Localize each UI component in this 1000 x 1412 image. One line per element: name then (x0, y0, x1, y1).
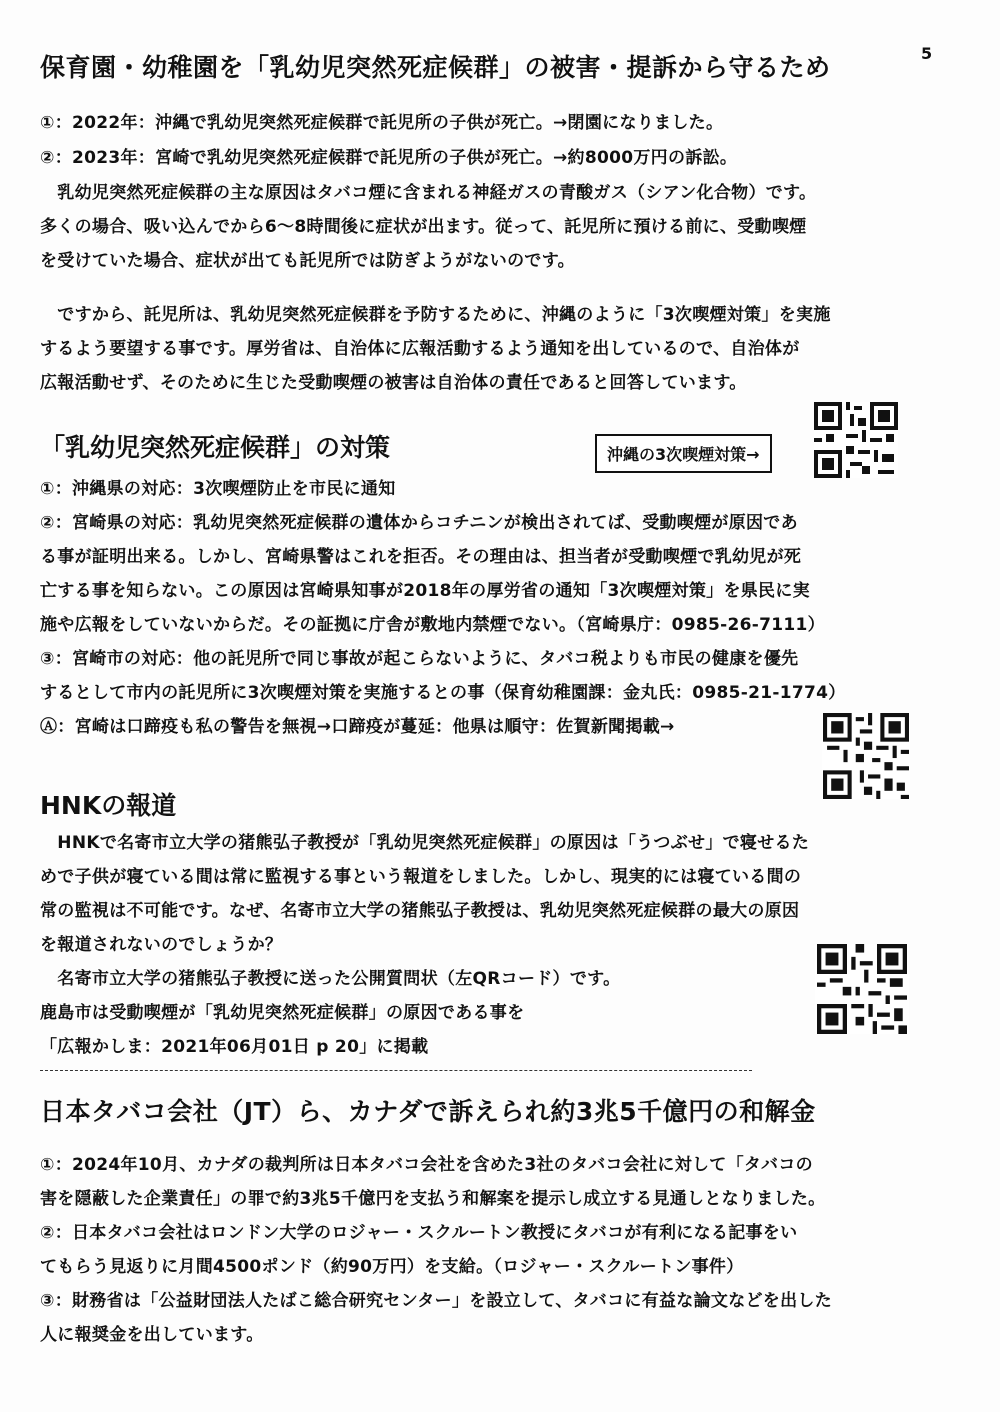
paragraph-line: ①：2022年：沖縄で乳幼児突然死症候群で託児所の子供が死亡。→閉園になりました。 (40, 113, 724, 133)
paragraph-line: 乳幼児突然死症候群の主な原因はタバコ煙に含まれる神経ガスの青酸ガス（シアン化合物）です。 (40, 183, 817, 203)
paragraph-line: ①：2024年10月、カナダの裁判所は日本タバコ会社を含めた3社のタバコ会社に対して「タバコの (40, 1155, 813, 1175)
section-title-hnk-report: HNKの報道 (40, 791, 177, 820)
paragraph-line: 常の監視は不可能です。なぜ、名寄市立大学の猪熊弘子教授は、乳幼児突然死症候群の最大の原因 (40, 901, 800, 921)
paragraph-line: を受けていた場合、症状が出ても託児所では防ぎようがないのです。 (40, 251, 575, 271)
measure-miyazaki-pref: ②：宮崎県の対応：乳幼児突然死症候群の遺体からコチニンが検出されてば、受動喫煙が原因であ (40, 513, 798, 533)
paragraph-line: 害を隠蔽した企業責任」の罪で約3兆5千億円を支払う和解案を提示し成立する見通しとなりました。 (40, 1189, 826, 1209)
paragraph-line: 亡する事を知らない。この原因は宮崎県知事が2018年の厚労省の通知「3次喫煙対策」を県民に実 (40, 581, 810, 601)
qr-code-open-letter-icon[interactable] (815, 944, 909, 1034)
okinawa-measures-link-box[interactable]: 沖縄の3次喫煙対策→ (595, 434, 772, 473)
section-title-jt-settlement: 日本タバコ会社（JT）ら、カナダで訴えられ約3兆5千億円の和解金 (40, 1097, 816, 1126)
measure-okinawa: ①：沖縄県の対応：3次喫煙防止を市民に通知 (40, 479, 396, 499)
paragraph-line: 施や広報をしていないからだ。その証拠に庁舎が敷地内禁煙でない。（宮崎県庁：0985-26-7111） (40, 615, 825, 635)
paragraph-line: HNKで名寄市立大学の猪熊弘子教授が「乳幼児突然死症候群」の原因は「うつぶせ」で寝せるた (40, 833, 810, 853)
paragraph-line: 人に報奨金を出しています。 (40, 1325, 264, 1345)
section-title-sids-protection: 保育園・幼稚園を「乳幼児突然死症候群」の被害・提訴から守るため (40, 53, 831, 82)
note-foot-and-mouth: Ⓐ：宮崎は口蹄疫も私の警告を無視→口蹄疫が蔓延：他県は順守：佐賀新聞掲載→ (40, 717, 675, 737)
paragraph-line: 多くの場合、吸い込んでから6～8時間後に症状が出ます。従って、託児所に預ける前に、受動喫煙 (40, 217, 807, 237)
paragraph-line: る事が証明出来る。しかし、宮崎県警はこれを拒否。その理由は、担当者が受動喫煙で乳幼児が死 (40, 547, 802, 567)
page-number: 5 (921, 44, 933, 63)
paragraph-line: めで子供が寝ている間は常に監視する事という報道をしました。しかし、現実的には寝ている間の (40, 867, 802, 887)
paragraph-line: 名寄市立大学の猪熊弘子教授に送った公開質問状（左QRコード）です。 (40, 969, 621, 989)
qr-code-saga-shimbun-icon[interactable] (822, 713, 910, 799)
paragraph-line: 「広報かしま：2021年06月01日 p 20」に掲載 (40, 1037, 429, 1057)
measure-miyazaki-city: ③：宮崎市の対応：他の託児所で同じ事故が起こらないように、タバコ税よりも市民の健康を優先 (40, 649, 799, 669)
qr-code-okinawa-icon[interactable] (814, 402, 898, 478)
section-divider (40, 1070, 752, 1071)
paragraph-line: ②：2023年：宮崎で乳幼児突然死症候群で託児所の子供が死亡。→約8000万円の訴訟。 (40, 148, 738, 168)
paragraph-line: するよう要望する事です。厚労省は、自治体に広報活動するよう通知を出しているので、自治体が (40, 339, 800, 359)
paragraph-line: ③：財務省は「公益財団法人たばこ総合研究センター」を設立して、タバコに有益な論文などを出した (40, 1291, 833, 1311)
paragraph-line: するとして市内の託児所に3次喫煙対策を実施するとの事（保育幼稚園課：金丸氏：0985-21-1774） (40, 683, 846, 703)
paragraph-line: てもらう見返りに月間4500ポンド（約90万円）を支給。（ロジャー・スクルートン事件） (40, 1257, 744, 1277)
paragraph-line: ②：日本タバコ会社はロンドン大学のロジャー・スクルートン教授にタバコが有利になる記事をい (40, 1223, 798, 1243)
paragraph-line: 広報活動せず、そのために生じた受動喫煙の被害は自治体の責任であると回答しています。 (40, 373, 747, 393)
section-title-sids-measures: 「乳幼児突然死症候群」の対策 (40, 433, 391, 462)
paragraph-line: を報道されないのでしょうか？ (40, 935, 283, 955)
paragraph-line: ですから、託児所は、乳幼児突然死症候群を予防するために、沖縄のように「3次喫煙対策」を実施 (40, 305, 831, 325)
paragraph-line: 鹿島市は受動喫煙が「乳幼児突然死症候群」の原因である事を (40, 1003, 525, 1023)
